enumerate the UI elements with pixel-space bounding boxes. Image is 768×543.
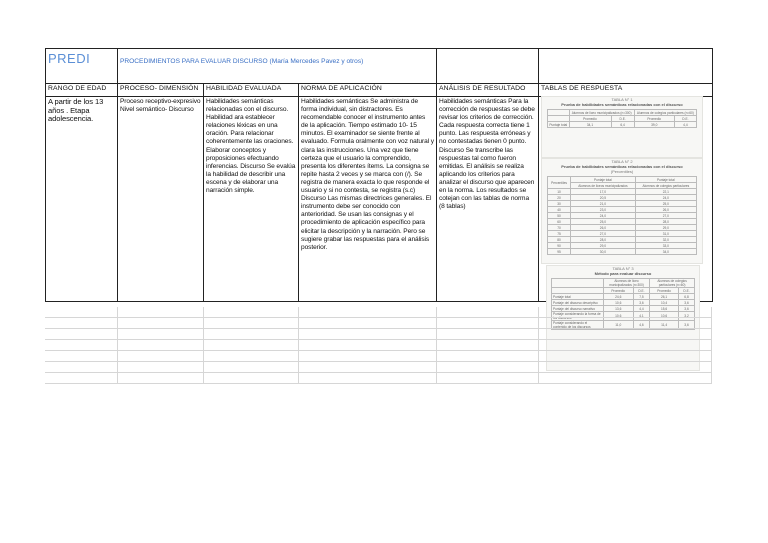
header-rango[interactable]: RANGO DE EDAD (46, 84, 118, 97)
procedure-title: PROCEDIMIENTOS PARA EVALUAR DISCURSO (María Mercedes Pavez y otros) (120, 58, 364, 65)
empty-cell[interactable] (437, 49, 539, 84)
header-norma[interactable]: NORMA DE APLICACIÓN (299, 84, 437, 97)
proceso-cell[interactable]: Proceso receptivo-expresivo Nivel semántico- Discurso (118, 97, 204, 302)
empty-spreadsheet-rows (45, 307, 712, 384)
tabla-2-title: Prueba de habilidades semánticas relacionadas con el discurso (561, 164, 683, 169)
header-analisis[interactable]: ANÁLISIS DE RESULTADO (437, 84, 539, 97)
tabla-1-title: Prueba de habilidades semánticas relacionadas con el discurso (561, 102, 683, 107)
table-row: 30 21,0 25,0 (548, 201, 697, 207)
norma-cell[interactable]: Habilidades semánticas Se administra de forma individual, sin distractores. Es recomendable conocer el instrumento antes de la aplicación. Tiempo estimado 10- 15 minutos. El examinador se siente frente al evaluado. Formula oralmente con voz natural y clara las instrucciones. Una vez que tiene certeza que el usuario la comprendido, presenta los diferentes ítems. La consigna se repite hasta 2 veces y se marca con (/). Se registra de manera exacta lo que responde el usuario y si no contesta, se registra (s.c) Discurso Las mismas directrices generales. El instrumento debe ser conocido con anterioridad. Se usan las consignas y el procedimiento de aplicación específico para elicitar la descripción y la narración. Pero se sugiere grabar las respuestas para el análisis posterior. (299, 97, 437, 302)
table-row: 75 27,0 31,0 (548, 231, 697, 237)
tabla-1-image (541, 96, 703, 158)
tabla-2-grid: Percentiles Puntaje total Puntaje total Alumnos de liceos municipalizados Alumnos de colegios particulares 10 17,0 22,1 20 20,5 24,0 30 21,0 25,0 40 23,0 26,0 50 24,0 27,0 60 25,0 28,0 70 26,0 29,0 75 27,0 31,0 80 28,0 32,0 90 29,0 33,0 95 30,0 34,0 (547, 176, 697, 255)
analisis-cell[interactable]: Habilidades semánticas Para la corrección de respuestas se debe revisar los criterios de corrección. Cada respuesta correcta tiene 1 punto. Las respuesta erróneas y no contestadas tienen 0 punto. Discurso Se transcribe las respuestas tal como fueron emitidas. El análisis se realiza aplicando los criterios para analizar el discurso que aparecen en la norma. Los resultados se cotejan con las tablas de norma (8 tablas) (437, 97, 539, 302)
tabla-3-title: Método para evaluar discurso (594, 271, 652, 276)
title-row (46, 49, 713, 84)
table-row: 90 29,0 33,0 (548, 243, 697, 249)
empty-row[interactable] (45, 373, 712, 384)
empty-row[interactable] (45, 318, 712, 329)
header-tablas[interactable]: TABLAS DE RESPUESTA (539, 84, 713, 97)
tabla-3-grid: Alumnos de liceo municipalizados (n=300) Alumnos de colegios particulares (n=60) Promedio D.E. Promedio D.E. Puntaje total 24,6 7,5 26,1 6,8 Puntaje del discurso descriptivo 10,6 3,6 10,4 3,6 Puntaje del discurso narrativo 13,6 4,4 15,6 3,6 Puntaje considerando la forma de los discursos 10,6 4,1 10,6 3,2 Puntaje considerando el contenido de los discursos 11,0 4,6 11,4 3,6 (551, 278, 695, 330)
tabla-2-image (541, 158, 703, 264)
table-row: 80 28,0 32,0 (548, 237, 697, 243)
empty-row[interactable] (45, 329, 712, 340)
table-row: Puntaje del discurso descriptivo 10,6 3,6 10,4 3,6 (552, 300, 695, 306)
page-title: PREDI (48, 51, 91, 66)
table-row: 40 23,0 26,0 (548, 207, 697, 213)
tabla-1-grid: Alumnos de liceo municipalizados (n=300) Alumnos de colegios particulares (n=60) Promedio D.E. Promedio D.E. Puntaje total 34,1 6,4 39,0 4,4 (547, 109, 697, 128)
habilidad-cell[interactable]: Habilidades semánticas relacionadas con el discurso. Habilidad ara establecer relaciones léxicas en una oración. Para relacionar coherentemente las oraciones. Elaborar conceptos y proposiciones efectuando inferencias. Discurso Se evalúa la habilidad de describir una escena y de elaborar una narración simple. (204, 97, 299, 302)
table-row: Puntaje del discurso narrativo 13,6 4,4 15,6 3,6 (552, 306, 695, 312)
table-row: Puntaje considerando la forma de los discursos 10,6 4,1 10,6 3,2 (552, 312, 695, 321)
header-row (46, 84, 713, 97)
table-row: 20 20,5 24,0 (548, 195, 697, 201)
header-proceso[interactable]: PROCESO- DIMENSIÓN (118, 84, 204, 97)
rango-cell[interactable]: A partir de los 13 años . Etapa adolescencia. (46, 97, 118, 302)
table-row: 50 24,0 27,0 (548, 213, 697, 219)
table-row: Puntaje total 24,6 7,5 26,1 6,8 (552, 294, 695, 300)
table-row: 95 30,0 34,0 (548, 249, 697, 255)
table-row: 10 17,0 22,1 (548, 189, 697, 195)
header-habilidad[interactable]: HABILIDAD EVALUADA (204, 84, 299, 97)
table-row: 60 25,0 28,0 (548, 219, 697, 225)
empty-row[interactable] (45, 307, 712, 318)
empty-row[interactable] (45, 351, 712, 362)
title-cell[interactable] (46, 49, 118, 84)
tabla-2-caption: TABLA N° 2 (611, 159, 633, 164)
table-row: 70 26,0 29,0 (548, 225, 697, 231)
procedure-title-cell[interactable] (118, 49, 437, 84)
empty-cell[interactable] (539, 49, 713, 84)
table-row: Puntaje considerando el contenido de los discursos 11,0 4,6 11,4 3,6 (552, 321, 695, 330)
empty-row[interactable] (45, 340, 712, 351)
tabla-1-caption: TABLA N° 1 (611, 97, 633, 102)
tabla-2-subtitle: (Percentiles) (610, 169, 634, 174)
empty-row[interactable] (45, 362, 712, 373)
tabla-3-caption: TABLA N° 3 (612, 266, 634, 271)
